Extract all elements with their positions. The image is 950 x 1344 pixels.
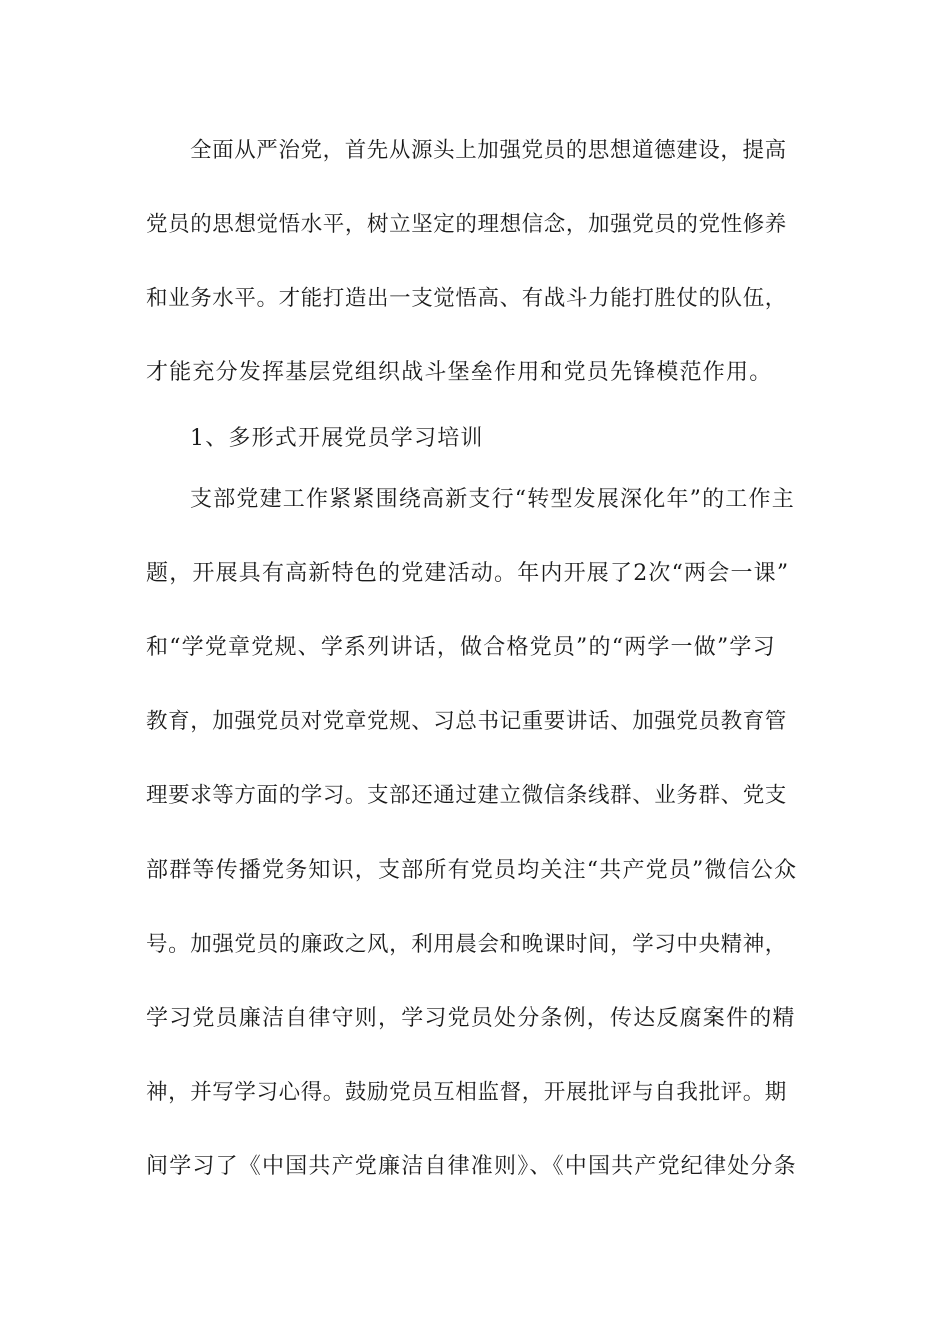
paragraph-1-line-2: 党员的思想觉悟水平，树立坚定的理想信念，加强党员的党性修养 xyxy=(146,212,787,237)
paragraph-2-line-2: 题，开展具有高新特色的党建活动。年内开展了2次“两会一课” xyxy=(146,561,790,586)
paragraph-2-line-8: 学习党员廉洁自律守则，学习党员处分条例，传达反腐案件的精 xyxy=(146,1006,796,1031)
paragraph-2-line-5: 理要求等方面的学习。支部还通过建立微信条线群、业务群、党支 xyxy=(146,783,787,808)
paragraph-2-line-7: 号。加强党员的廉政之风，利用晨会和晚课时间，学习中央精神， xyxy=(146,932,787,957)
paragraph-2-line-10: 间学习了《中国共产党廉洁自律准则》、《中国共产党纪律处分条 xyxy=(146,1154,797,1179)
paragraph-2-line-9: 神，并写学习心得。鼓励党员互相监督，开展批评与自我批评。期 xyxy=(146,1080,787,1105)
paragraph-2-line-4: 教育，加强党员对党章党规、习总书记重要讲话、加强党员教育管 xyxy=(146,709,787,734)
paragraph-1-line-3: 和业务水平。才能打造出一支觉悟高、有战斗力能打胜仗的队伍， xyxy=(146,286,787,311)
paragraph-1-line-1: 全面从严治党，首先从源头上加强党员的思想道德建设，提高 xyxy=(190,138,787,163)
paragraph-2-line-1: 支部党建工作紧紧围绕高新支行“转型发展深化年”的工作主 xyxy=(190,487,795,512)
paragraph-1-line-4: 才能充分发挥基层党组织战斗堡垒作用和党员先锋模范作用。 xyxy=(146,360,773,385)
section-heading: 1、多形式开展党员学习培训 xyxy=(190,426,484,451)
paragraph-2-line-6: 部群等传播党务知识，支部所有党员均关注“共产党员”微信公众 xyxy=(146,858,798,883)
paragraph-2-line-3: 和“学党章党规、学系列讲话，做合格党员”的“两学一做”学习 xyxy=(146,635,776,660)
